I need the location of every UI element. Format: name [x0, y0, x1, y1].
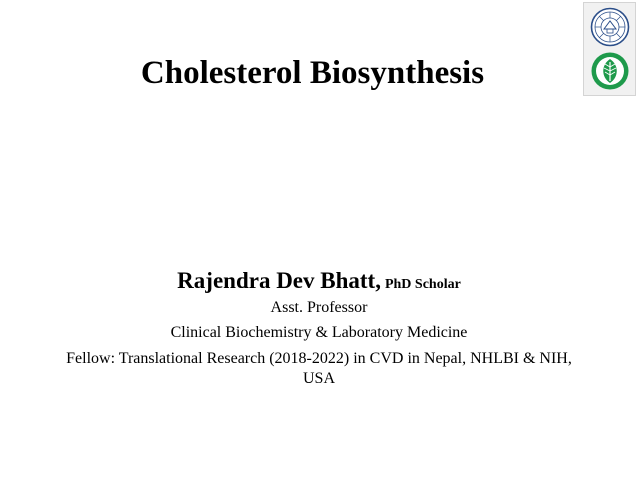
presenter-name: Rajendra Dev Bhatt,	[177, 268, 381, 293]
presenter-role: Asst. Professor	[270, 299, 368, 316]
fellowship-line-2: USA	[302, 370, 335, 387]
presenter-department: Clinical Biochemistry & Laboratory Medicine	[170, 324, 468, 341]
logo-panel	[583, 2, 636, 96]
fellowship-line-1: Fellow: Translational Research (2018-2022) in CVD in Nepal, NHLBI & NIH,	[66, 350, 572, 367]
slide-title: Cholesterol Biosynthesis	[140, 55, 485, 91]
presenter-line	[0, 266, 638, 300]
leaf-emblem-icon	[590, 51, 630, 91]
presenter-degree: PhD Scholar	[384, 277, 461, 292]
university-seal-icon	[590, 7, 630, 47]
